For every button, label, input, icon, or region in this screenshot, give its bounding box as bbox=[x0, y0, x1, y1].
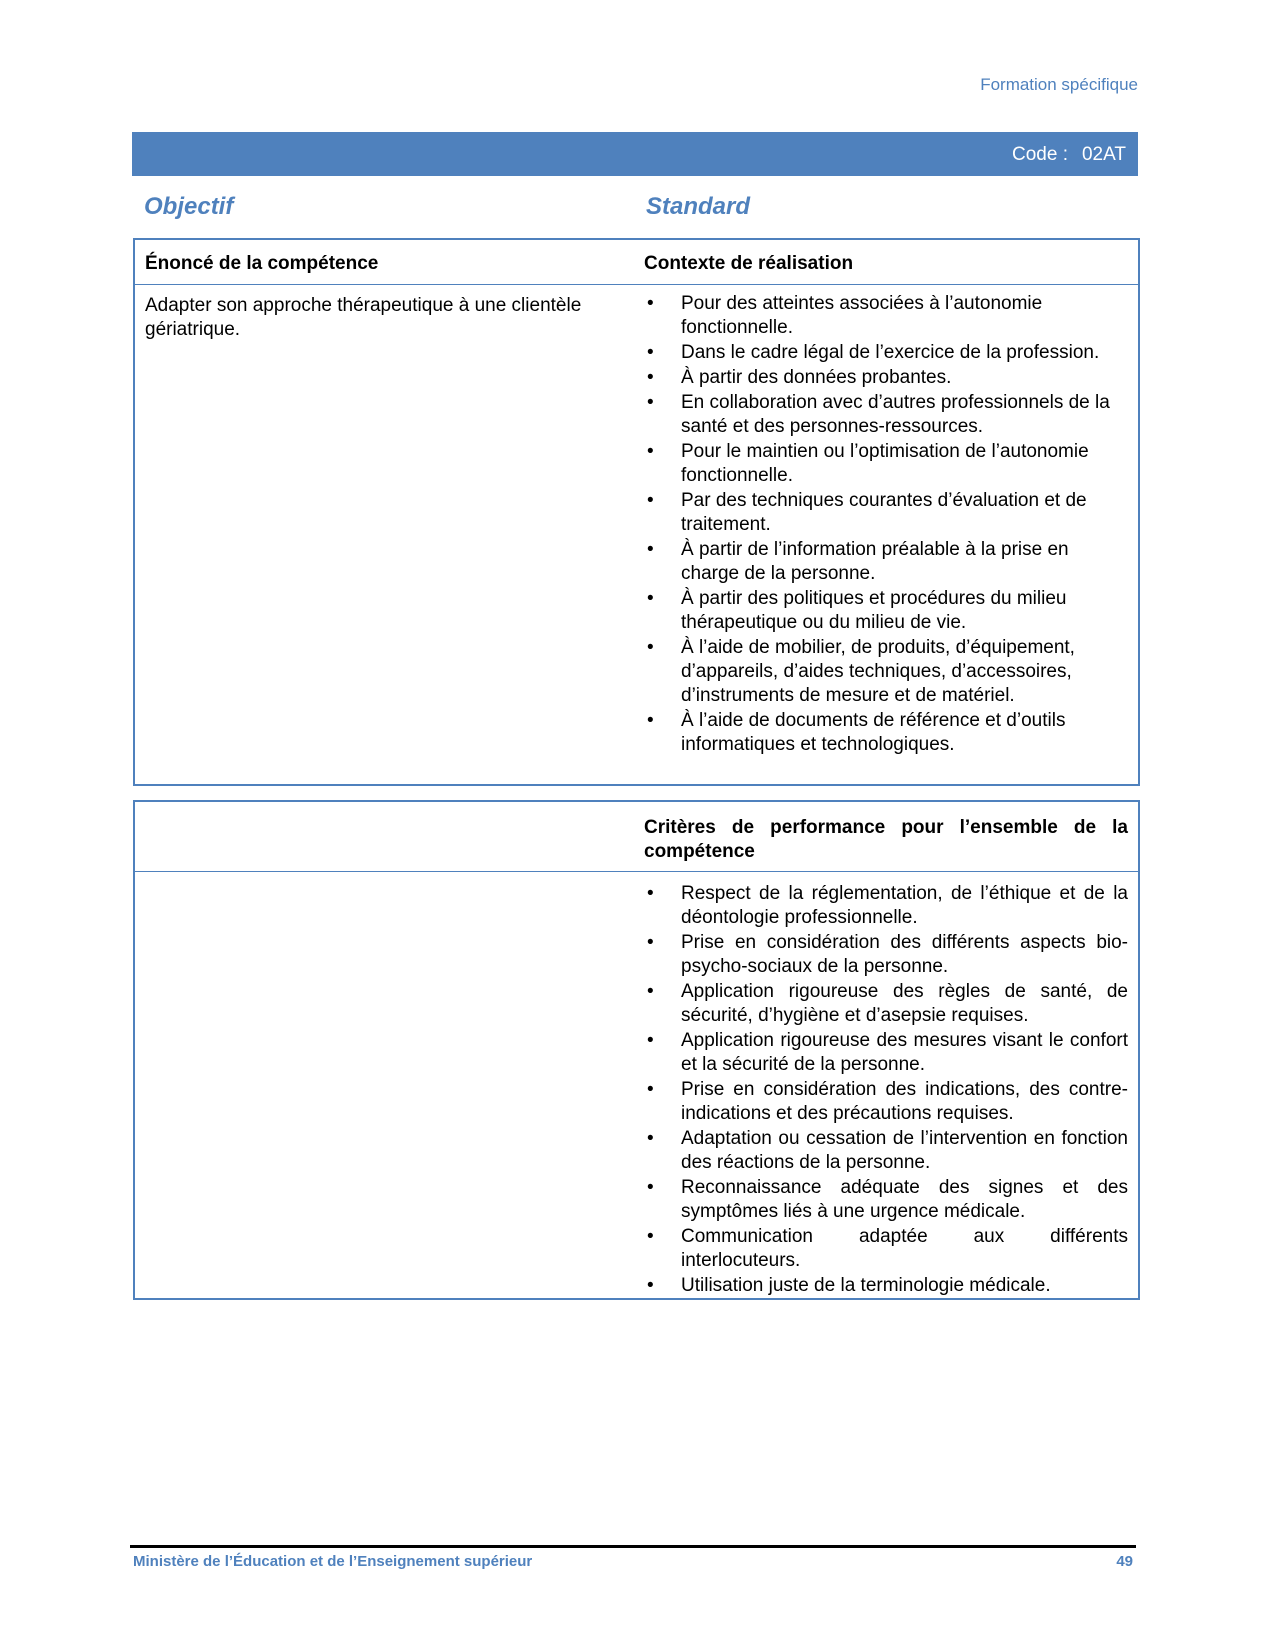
bullet-icon: • bbox=[647, 367, 654, 388]
code-value: 02AT bbox=[1081, 144, 1126, 165]
bullet-icon: • bbox=[647, 1226, 654, 1247]
list-item: • Adaptation ou cessation de l’intervention en fonction des réactions de la personne. bbox=[647, 1128, 1128, 1173]
competency-code bbox=[1012, 144, 1126, 166]
criteres-title: Critères de performance pour l’ensemble de la compétence bbox=[644, 817, 1128, 862]
list-item: • En collaboration avec d’autres professionnels de la santé et des personnes-ressources. bbox=[647, 392, 1110, 437]
criteres-list bbox=[644, 882, 1128, 1299]
page-number: 49 bbox=[1116, 1553, 1133, 1570]
bullet-icon: • bbox=[647, 1128, 654, 1149]
list-item: • Pour des atteintes associées à l’autonomie fonctionnelle. bbox=[647, 293, 1043, 338]
criteres-table bbox=[133, 800, 1140, 1300]
bullet-icon: • bbox=[647, 883, 654, 904]
list-item: • Application rigoureuse des mesures visant le confort et la sécurité de la personne. bbox=[647, 1030, 1128, 1075]
bullet-icon: • bbox=[647, 981, 654, 1002]
bullet-icon: • bbox=[647, 392, 654, 413]
bullet-icon: • bbox=[647, 1030, 654, 1051]
enonce-title: Énoncé de la compétence bbox=[145, 253, 379, 274]
list-item: • Par des techniques courantes d’évaluation et de traitement. bbox=[647, 490, 1087, 535]
list-item: • Dans le cadre légal de l’exercice de la profession. bbox=[647, 342, 1100, 363]
bullet-icon: • bbox=[647, 293, 654, 314]
list-item: • Reconnaissance adéquate des signes et des symptômes liés à une urgence médicale. bbox=[647, 1177, 1128, 1222]
list-item: • À partir de l’information préalable à la prise en charge de la personne. bbox=[647, 539, 1069, 584]
bullet-icon: • bbox=[647, 1275, 654, 1296]
code-label: Code : bbox=[1012, 144, 1068, 165]
standard-heading: Standard bbox=[646, 193, 751, 220]
criteres-table-header bbox=[135, 802, 1138, 872]
list-item: • Prise en considération des indications, des contre-indications et des précautions requises. bbox=[647, 1079, 1128, 1124]
enonce-text: Adapter son approche thérapeutique à une clientèle gériatrique. bbox=[145, 295, 582, 340]
footer-divider bbox=[130, 1545, 1136, 1548]
competence-table bbox=[133, 238, 1140, 786]
competence-table-header bbox=[135, 240, 1138, 285]
list-item: • Communication adaptée aux différents interlocuteurs. bbox=[647, 1226, 1128, 1271]
bullet-icon: • bbox=[647, 342, 654, 363]
list-item: • À l’aide de documents de référence et d’outils informatiques et technologiques. bbox=[647, 710, 1066, 755]
list-item: • À l’aide de mobilier, de produits, d’équipement, d’appareils, d’aides techniques, d’accessoires, d’instruments de mesure et de matériel. bbox=[647, 637, 1075, 706]
bullet-icon: • bbox=[647, 539, 654, 560]
objectif-heading: Objectif bbox=[144, 193, 234, 220]
footer-ministry: Ministère de l’Éducation et de l’Enseignement supérieur bbox=[133, 1553, 533, 1570]
bullet-icon: • bbox=[647, 1177, 654, 1198]
list-item: • Respect de la réglementation, de l’éthique et de la déontologie professionnelle. bbox=[647, 883, 1128, 928]
list-item: • À partir des politiques et procédures du milieu thérapeutique ou du milieu de vie. bbox=[647, 588, 1067, 633]
list-item: • À partir des données probantes. bbox=[647, 367, 952, 388]
bullet-icon: • bbox=[647, 710, 654, 731]
bullet-icon: • bbox=[647, 441, 654, 462]
bullet-icon: • bbox=[647, 1079, 654, 1100]
bullet-icon: • bbox=[647, 588, 654, 609]
contexte-title: Contexte de réalisation bbox=[644, 253, 854, 274]
list-item: • Prise en considération des différents aspects bio-psycho-sociaux de la personne. bbox=[647, 932, 1128, 977]
running-header: Formation spécifique bbox=[980, 75, 1138, 94]
code-bar bbox=[132, 132, 1138, 176]
contexte-list bbox=[644, 292, 1128, 758]
list-item: • Utilisation juste de la terminologie médicale. bbox=[647, 1275, 1051, 1296]
bullet-icon: • bbox=[647, 932, 654, 953]
bullet-icon: • bbox=[647, 637, 654, 658]
bullet-icon: • bbox=[647, 490, 654, 511]
list-item: • Application rigoureuse des règles de santé, de sécurité, d’hygiène et d’asepsie requises. bbox=[647, 981, 1128, 1026]
list-item: • Pour le maintien ou l’optimisation de l’autonomie fonctionnelle. bbox=[647, 441, 1089, 486]
